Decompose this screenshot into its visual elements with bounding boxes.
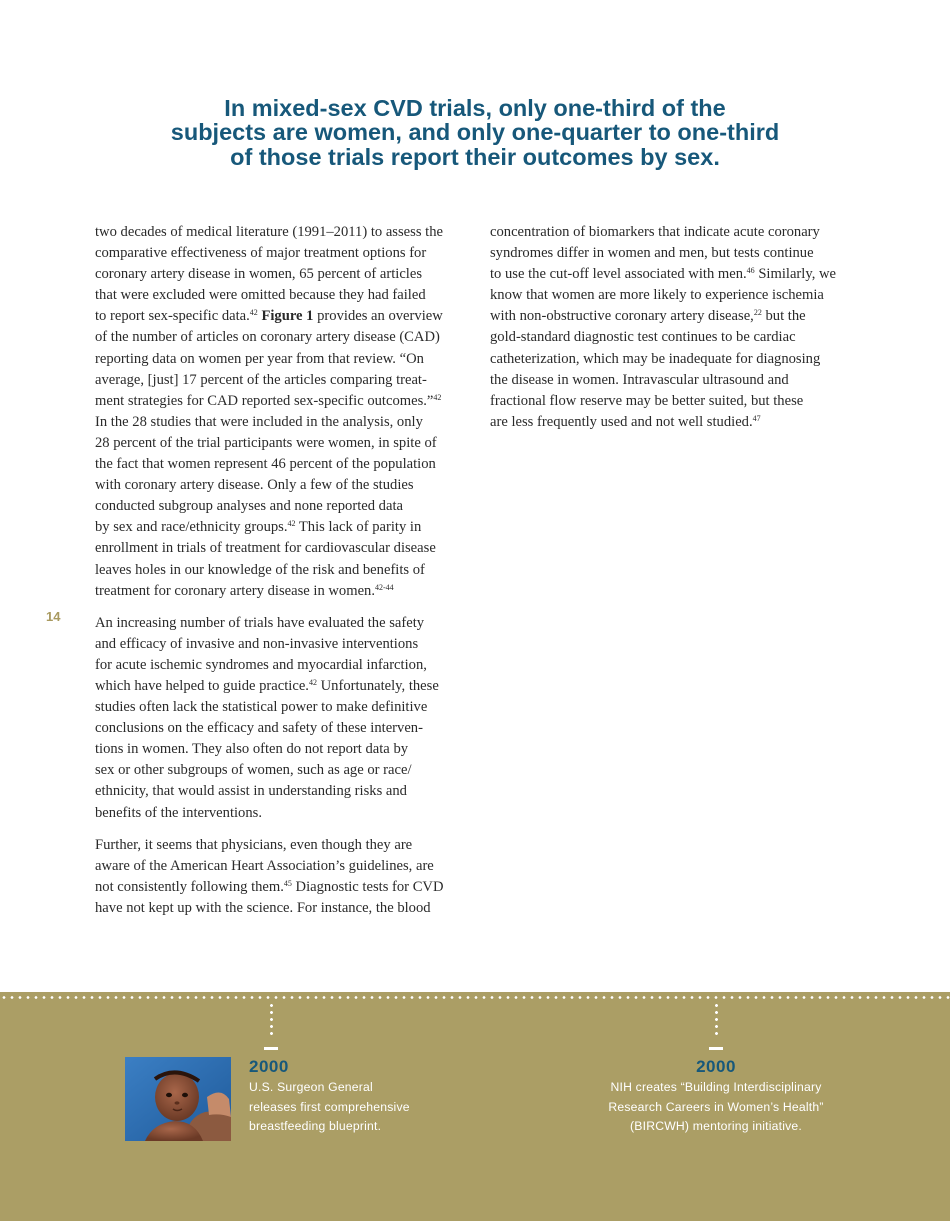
event-year: 2000 <box>249 1057 289 1076</box>
timeline-connector <box>715 1002 718 1038</box>
event-line: breastfeeding blueprint. <box>249 1119 382 1133</box>
citation-ref: 42 <box>287 519 296 529</box>
event-description <box>566 1078 866 1137</box>
text-line: comparative effectiveness of major treatment options for <box>95 245 427 262</box>
text-line: concentration of biomarkers that indicate acute coronary <box>490 224 820 240</box>
text-line <box>490 412 870 433</box>
text-line: and efficacy of invasive and non-invasive interventions <box>95 635 419 652</box>
timeline-connector <box>270 1002 273 1038</box>
event-line: U.S. Surgeon General <box>249 1080 373 1094</box>
text-span: which have helped to guide practice. <box>95 677 309 694</box>
citation-ref: 42 <box>433 392 442 402</box>
text-line: the fact that women represent 46 percent of the population <box>95 456 436 473</box>
text-line: that were excluded were omitted because they had failed <box>95 287 426 304</box>
text-line: of the number of articles on coronary artery disease (CAD) <box>95 329 440 346</box>
timeline-event-bircwh <box>566 1057 866 1137</box>
baby-illustration-icon <box>125 1057 231 1141</box>
text-line <box>95 306 475 327</box>
citation-ref: 42-44 <box>375 582 394 592</box>
text-line: fractional flow reserve may be better suited, but these <box>490 392 804 409</box>
text-line <box>490 264 870 285</box>
text-span: This lack of parity in <box>295 519 422 536</box>
text-line: ethnicity, that would assist in understanding risks and <box>95 783 407 800</box>
figure-reference: Figure 1 <box>261 308 314 325</box>
text-line <box>95 517 475 538</box>
text-span: Diagnostic tests for CVD <box>291 878 444 895</box>
paragraph-literature-review <box>95 222 475 602</box>
text-span: Similarly, we <box>754 266 837 283</box>
left-text-column <box>95 222 475 930</box>
event-line: Research Careers in Women’s Health” <box>608 1099 824 1114</box>
text-line: reporting data on women per year from that review. “On <box>95 350 424 367</box>
text-span: ment strategies for CAD reported sex-specific outcomes.” <box>95 392 434 409</box>
paragraph-biomarkers <box>490 222 870 433</box>
event-line: (BIRCWH) mentoring initiative. <box>630 1119 802 1133</box>
text-line <box>490 306 870 327</box>
timeline-connector-cap <box>264 1047 278 1050</box>
text-line: aware of the American Heart Association’s guidelines, are <box>95 857 434 874</box>
text-line: syndromes differ in women and men, but tests continue <box>490 245 814 262</box>
timeline-dotted-line <box>0 996 950 999</box>
text-line: average, [just] 17 percent of the articles comparing treat- <box>95 371 427 388</box>
citation-ref: 46 <box>746 266 755 276</box>
text-span: to use the cut-off level associated with men. <box>490 266 747 283</box>
text-line: two decades of medical literature (1991–2011) to assess the <box>95 224 443 240</box>
text-line: gold-standard diagnostic test continues to be cardiac <box>490 329 796 346</box>
text-line <box>95 877 475 898</box>
text-line: tions in women. They also often do not report data by <box>95 741 409 758</box>
headline-line: subjects are women, and only one-quarter to one-third <box>170 119 780 146</box>
text-line: the disease in women. Intravascular ultrasound and <box>490 371 789 388</box>
citation-ref: 47 <box>752 413 761 423</box>
text-line <box>95 676 475 697</box>
citation-ref: 42 <box>308 677 317 687</box>
text-line: for acute ischemic syndromes and myocardial infarction, <box>95 656 427 673</box>
text-line: An increasing number of trials have evaluated the safety <box>95 614 425 631</box>
timeline-connector-cap <box>709 1047 723 1050</box>
text-line: benefits of the interventions. <box>95 804 262 821</box>
text-line: conducted subgroup analyses and none reported data <box>95 498 403 515</box>
text-span: Unfortunately, these <box>316 677 439 694</box>
text-line <box>95 581 475 602</box>
text-line: conclusions on the efficacy and safety of these interven- <box>95 720 423 737</box>
page-number: 14 <box>46 609 61 624</box>
text-line: know that women are more likely to experience ischemia <box>490 287 824 304</box>
text-line: enrollment in trials of treatment for cardiovascular disease <box>95 540 436 557</box>
event-description <box>249 1078 469 1137</box>
text-span: treatment for coronary artery disease in women. <box>95 582 376 599</box>
headline-line: In mixed-sex CVD trials, only one-third of the <box>224 94 726 121</box>
text-line: catheterization, which may be inadequate for diagnosing <box>490 350 821 367</box>
text-line: In the 28 studies that were included in the analysis, only <box>95 413 423 430</box>
citation-ref: 42 <box>249 308 258 318</box>
event-year: 2000 <box>696 1057 736 1076</box>
timeline-band <box>0 992 950 1221</box>
text-line <box>95 391 475 412</box>
text-span: but the <box>761 308 806 325</box>
citation-ref: 45 <box>283 878 292 888</box>
text-line: leaves holes in our knowledge of the risk and benefits of <box>95 561 425 578</box>
text-span: to report sex-specific data. <box>95 308 250 325</box>
citation-ref: 22 <box>753 308 762 318</box>
right-text-column <box>490 222 870 444</box>
text-line: have not kept up with the science. For instance, the blood <box>95 899 431 916</box>
text-span: are less frequently used and not well studied. <box>490 413 753 430</box>
text-line: coronary artery disease in women, 65 percent of articles <box>95 266 423 283</box>
paragraph-trials <box>95 613 475 824</box>
event-line: releases first comprehensive <box>249 1099 410 1114</box>
headline-line: of those trials report their outcomes by sex. <box>230 143 720 170</box>
text-span: not consistently following them. <box>95 878 284 895</box>
paragraph-physicians <box>95 835 475 919</box>
event-line: NIH creates “Building Interdisciplinary <box>610 1080 822 1094</box>
text-span: provides an overview <box>313 308 443 325</box>
text-line: sex or other subgroups of women, such as age or race/ <box>95 762 412 779</box>
page-headline <box>120 96 830 170</box>
text-line: studies often lack the statistical power to make definitive <box>95 699 428 716</box>
text-line: Further, it seems that physicians, even though they are <box>95 836 413 853</box>
text-line: with coronary artery disease. Only a few of the studies <box>95 477 414 494</box>
text-span: by sex and race/ethnicity groups. <box>95 519 288 536</box>
text-line: 28 percent of the trial participants were women, in spite of <box>95 434 437 451</box>
timeline-event-breastfeeding <box>249 1057 469 1137</box>
text-span: with non-obstructive coronary artery disease, <box>490 308 754 325</box>
baby-photo <box>125 1057 231 1141</box>
